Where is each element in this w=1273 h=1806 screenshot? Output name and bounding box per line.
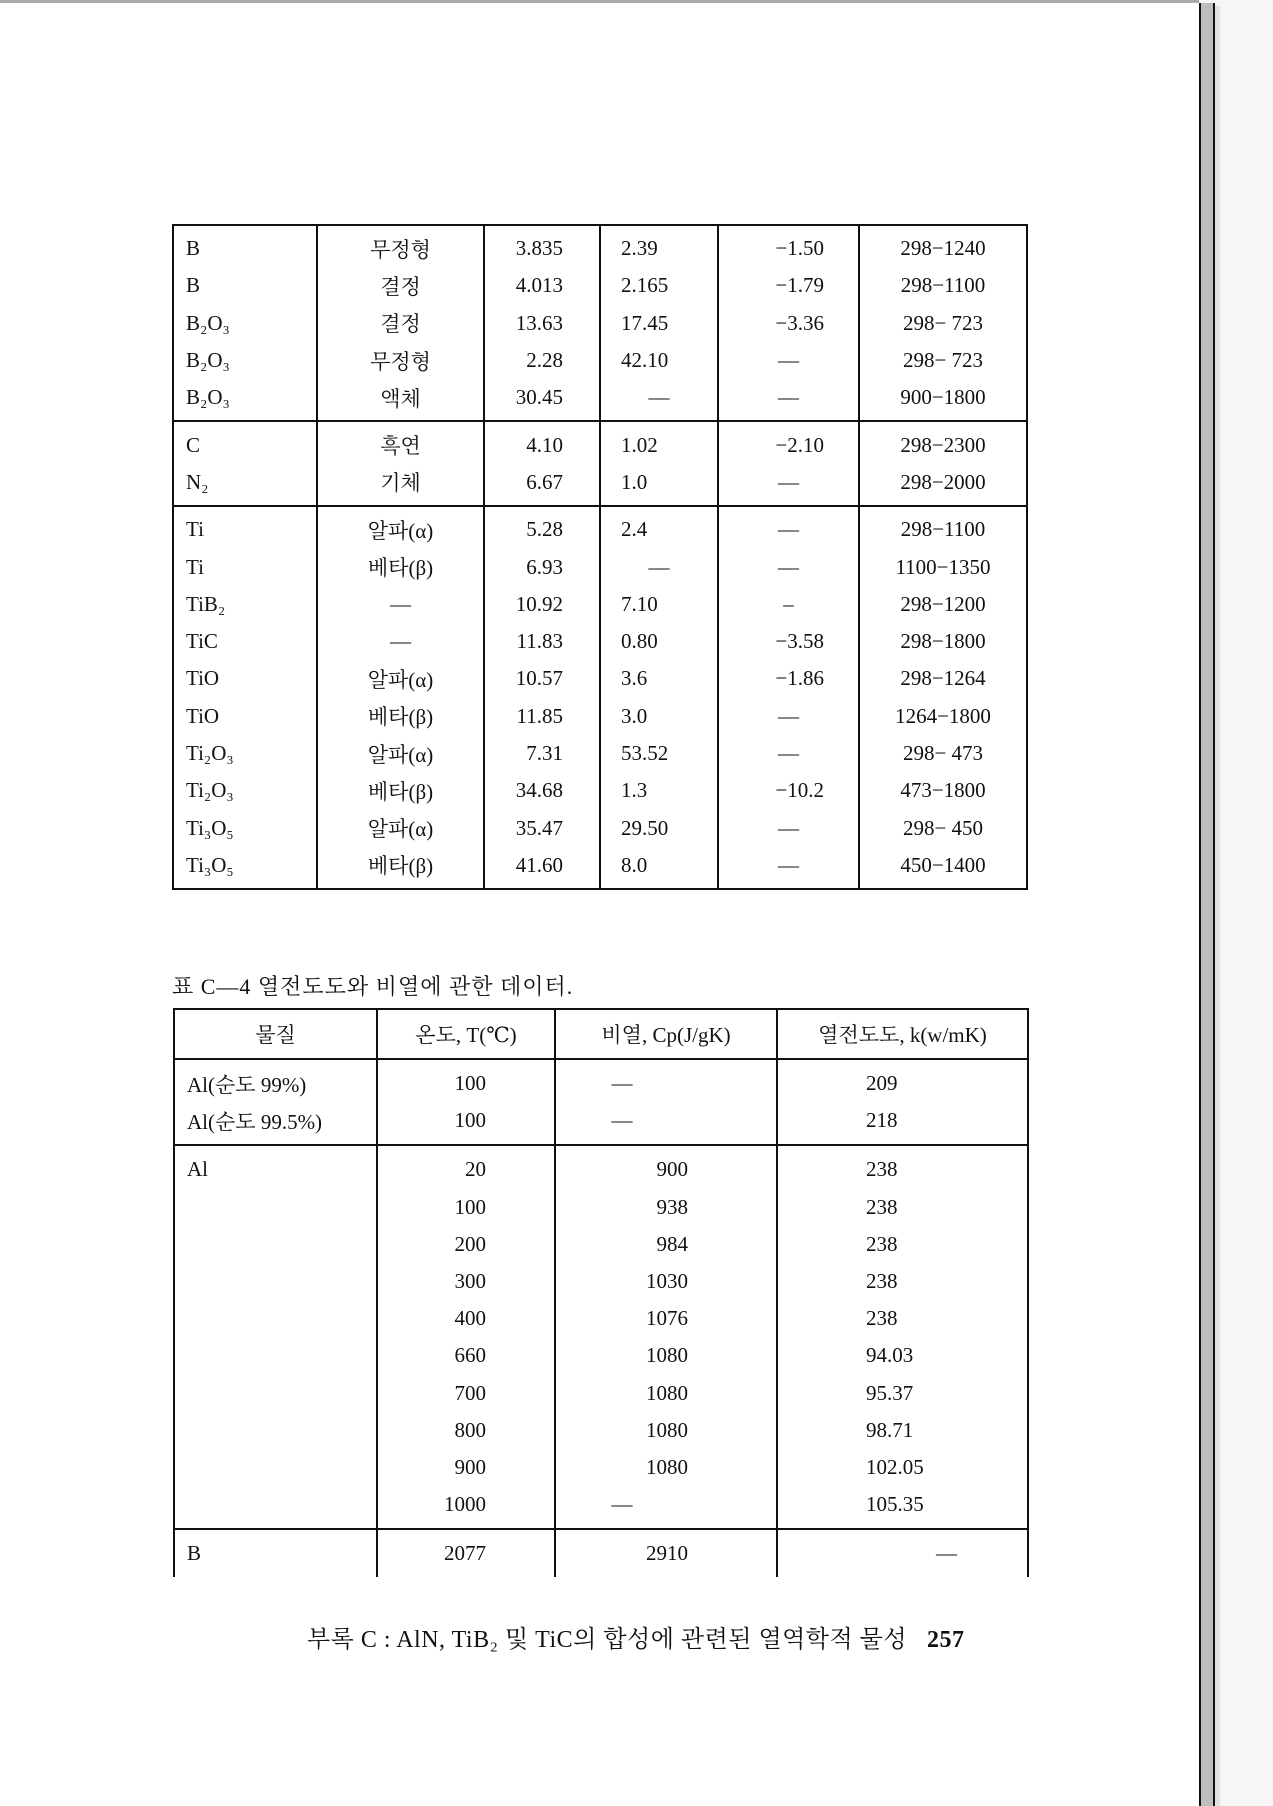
- table-cell: 1076: [555, 1300, 777, 1337]
- table-cell: —: [718, 735, 859, 772]
- table-cell: —: [718, 847, 859, 889]
- table-cell: 8.0: [600, 847, 718, 889]
- table-row: [173, 464, 1027, 506]
- table-cell: −2.10: [718, 421, 859, 463]
- table-row: [173, 772, 1027, 809]
- table-cell: 450−1400: [859, 847, 1027, 889]
- thermo-property-table: [172, 224, 1028, 890]
- table-cell: B₂O₃: [173, 305, 317, 342]
- table-cell: 209: [777, 1059, 1028, 1102]
- table-cell: 11.83: [484, 623, 600, 660]
- table-cell: −1.86: [718, 660, 859, 697]
- table-cell: 298−1100: [859, 267, 1027, 304]
- table-cell: B: [173, 225, 317, 267]
- table-cell: 10.57: [484, 660, 600, 697]
- table-cell: 53.52: [600, 735, 718, 772]
- table-cell: 298− 450: [859, 809, 1027, 846]
- table-cell: Ti: [173, 548, 317, 585]
- table-cell: −3.36: [718, 305, 859, 342]
- table-row: [173, 623, 1027, 660]
- table-cell: 1080: [555, 1412, 777, 1449]
- table-cell: 2.165: [600, 267, 718, 304]
- table-cell: Ti₃O₅: [173, 809, 317, 846]
- table-cell: —: [555, 1486, 777, 1529]
- table-caption: 표 C—4 열전도도와 비열에 관한 데이터.: [172, 974, 574, 999]
- table-row: [174, 1529, 1028, 1577]
- table-cell: [174, 1412, 377, 1449]
- table-cell: 900: [377, 1449, 555, 1486]
- table-row: [173, 305, 1027, 342]
- table-cell: 10.92: [484, 586, 600, 623]
- page-edge-shadow: [1215, 6, 1220, 1806]
- row-group: [174, 1145, 1028, 1529]
- table-cell: −10.2: [718, 772, 859, 809]
- page-number: 257: [927, 1627, 965, 1653]
- table-cell: 흑연: [317, 421, 484, 463]
- table-cell: 6.93: [484, 548, 600, 585]
- table-cell: 5.28: [484, 506, 600, 548]
- table-cell: 34.68: [484, 772, 600, 809]
- table-cell: N₂: [173, 464, 317, 506]
- thermal-conductivity-table: [173, 1008, 1029, 1577]
- table-cell: 0.80: [600, 623, 718, 660]
- table-cell: 무정형: [317, 342, 484, 379]
- table-cell: 1.0: [600, 464, 718, 506]
- table-cell: 3.6: [600, 660, 718, 697]
- table-cell: [174, 1226, 377, 1263]
- table-cell: —: [317, 623, 484, 660]
- table-cell: —: [600, 379, 718, 421]
- table-cell: —: [718, 379, 859, 421]
- table-row: [173, 698, 1027, 735]
- table-cell: [174, 1449, 377, 1486]
- table-cell: 알파(α): [317, 735, 484, 772]
- table-row: [174, 1337, 1028, 1374]
- table-cell: 1264−1800: [859, 698, 1027, 735]
- table-row: [173, 342, 1027, 379]
- table-cell: 1.3: [600, 772, 718, 809]
- table-cell: 42.10: [600, 342, 718, 379]
- table-cell: —: [600, 548, 718, 585]
- table-cell: 1080: [555, 1449, 777, 1486]
- table-cell: —: [718, 342, 859, 379]
- table-cell: 알파(α): [317, 660, 484, 697]
- table-cell: 1080: [555, 1375, 777, 1412]
- table-cell: 4.013: [484, 267, 600, 304]
- table-cell: 200: [377, 1226, 555, 1263]
- table-cell: Al: [174, 1145, 377, 1188]
- table-cell: 400: [377, 1300, 555, 1337]
- table-cell: 238: [777, 1145, 1028, 1188]
- table-cell: 2910: [555, 1529, 777, 1577]
- table-cell: 2.4: [600, 506, 718, 548]
- table-cell: 4.10: [484, 421, 600, 463]
- table-row: [173, 225, 1027, 267]
- table-cell: C: [173, 421, 317, 463]
- table-cell: Al(순도 99%): [174, 1059, 377, 1102]
- row-group: [174, 1059, 1028, 1145]
- table-cell: —: [718, 698, 859, 735]
- table-row: [174, 1145, 1028, 1188]
- table-cell: 1030: [555, 1263, 777, 1300]
- table-cell: −1.79: [718, 267, 859, 304]
- table-cell: 20: [377, 1145, 555, 1188]
- table-cell: —: [317, 586, 484, 623]
- row-group: [173, 506, 1027, 889]
- table-cell: 700: [377, 1375, 555, 1412]
- header-material: 물질: [174, 1009, 377, 1059]
- table-row: [173, 586, 1027, 623]
- table-cell: 95.37: [777, 1375, 1028, 1412]
- table-cell: Ti₃O₅: [173, 847, 317, 889]
- table-cell: 238: [777, 1263, 1028, 1300]
- table-cell: 298−1800: [859, 623, 1027, 660]
- table-cell: B: [173, 267, 317, 304]
- table-row: [173, 506, 1027, 548]
- table-cell: 29.50: [600, 809, 718, 846]
- table-cell: 298−1264: [859, 660, 1027, 697]
- table-row: [173, 735, 1027, 772]
- table-cell: 17.45: [600, 305, 718, 342]
- page-edge: [1199, 3, 1215, 1806]
- table-cell: 7.31: [484, 735, 600, 772]
- table-cell: —: [718, 809, 859, 846]
- table-cell: 938: [555, 1189, 777, 1226]
- table-cell: 알파(α): [317, 506, 484, 548]
- table-cell: 35.47: [484, 809, 600, 846]
- table-cell: B: [174, 1529, 377, 1577]
- table-cell: [174, 1189, 377, 1226]
- table-cell: 298−2000: [859, 464, 1027, 506]
- table-row: [173, 660, 1027, 697]
- table-row: [174, 1189, 1028, 1226]
- table-cell: 1000: [377, 1486, 555, 1529]
- header-specific-heat: 비열, Cp(J/gK): [555, 1009, 777, 1059]
- table-cell: 2.39: [600, 225, 718, 267]
- row-group: [173, 225, 1027, 421]
- table-cell: TiC: [173, 623, 317, 660]
- table-cell: 무정형: [317, 225, 484, 267]
- table-row: [173, 379, 1027, 421]
- table-row: [174, 1059, 1028, 1102]
- table-row: [173, 548, 1027, 585]
- table-cell: 105.35: [777, 1486, 1028, 1529]
- table-cell: [174, 1337, 377, 1374]
- table-cell: 베타(β): [317, 772, 484, 809]
- table-cell: −1.50: [718, 225, 859, 267]
- table-cell: Al(순도 99.5%): [174, 1102, 377, 1145]
- table-cell: 660: [377, 1337, 555, 1374]
- table-cell: 1080: [555, 1337, 777, 1374]
- table-cell: 900: [555, 1145, 777, 1188]
- table-cell: 100: [377, 1102, 555, 1145]
- table-cell: [174, 1486, 377, 1529]
- table-cell: 기체: [317, 464, 484, 506]
- table-cell: 800: [377, 1412, 555, 1449]
- table-cell: —: [718, 464, 859, 506]
- table-cell: 알파(α): [317, 809, 484, 846]
- table-row: [174, 1375, 1028, 1412]
- table-cell: 액체: [317, 379, 484, 421]
- table-cell: 베타(β): [317, 847, 484, 889]
- table-cell: —: [555, 1059, 777, 1102]
- table-cell: 298− 473: [859, 735, 1027, 772]
- table-cell: —: [718, 506, 859, 548]
- header-thermal-conductivity: 열전도도, k(w/mK): [777, 1009, 1028, 1059]
- table-row: [174, 1300, 1028, 1337]
- header-temperature: 온도, T(℃): [377, 1009, 555, 1059]
- table-cell: 3.835: [484, 225, 600, 267]
- running-title: 부록 C : AlN, TiB₂ 및 TiC의 합성에 관련된 열역학적 물성: [307, 1627, 908, 1653]
- table-cell: 결정: [317, 305, 484, 342]
- table-cell: B₂O₃: [173, 342, 317, 379]
- table-cell: TiO: [173, 660, 317, 697]
- table-cell: 41.60: [484, 847, 600, 889]
- table-cell: 984: [555, 1226, 777, 1263]
- table-cell: 298− 723: [859, 342, 1027, 379]
- table-cell: 473−1800: [859, 772, 1027, 809]
- table-cell: 3.0: [600, 698, 718, 735]
- table-cell: 238: [777, 1226, 1028, 1263]
- table-cell: –: [718, 586, 859, 623]
- table-cell: 100: [377, 1059, 555, 1102]
- table-row: [173, 809, 1027, 846]
- table-cell: 30.45: [484, 379, 600, 421]
- table-cell: Ti₂O₃: [173, 772, 317, 809]
- row-group: [174, 1529, 1028, 1577]
- table-cell: 98.71: [777, 1412, 1028, 1449]
- table-row: [173, 847, 1027, 889]
- table-cell: 238: [777, 1300, 1028, 1337]
- table-cell: 300: [377, 1263, 555, 1300]
- table-cell: B₂O₃: [173, 379, 317, 421]
- table-cell: 94.03: [777, 1337, 1028, 1374]
- table-cell: —: [777, 1529, 1028, 1577]
- table-row: [174, 1226, 1028, 1263]
- table-cell: [174, 1263, 377, 1300]
- table-cell: 298− 723: [859, 305, 1027, 342]
- table-cell: 결정: [317, 267, 484, 304]
- table-cell: —: [718, 548, 859, 585]
- page-footer: [307, 1619, 965, 1654]
- row-group: [173, 421, 1027, 506]
- table-cell: 베타(β): [317, 548, 484, 585]
- table-row: [173, 267, 1027, 304]
- table-cell: 11.85: [484, 698, 600, 735]
- table-cell: —: [555, 1102, 777, 1145]
- table-header-row: [174, 1009, 1028, 1059]
- table-cell: 2.28: [484, 342, 600, 379]
- table-cell: 298−1200: [859, 586, 1027, 623]
- table-cell: TiB₂: [173, 586, 317, 623]
- table-cell: 1100−1350: [859, 548, 1027, 585]
- table-cell: 298−2300: [859, 421, 1027, 463]
- table-cell: Ti: [173, 506, 317, 548]
- table-cell: 298−1240: [859, 225, 1027, 267]
- table-cell: 2077: [377, 1529, 555, 1577]
- table-cell: −3.58: [718, 623, 859, 660]
- table-cell: [174, 1375, 377, 1412]
- table-cell: 102.05: [777, 1449, 1028, 1486]
- table-row: [174, 1102, 1028, 1145]
- table-cell: [174, 1300, 377, 1337]
- table-cell: 900−1800: [859, 379, 1027, 421]
- table-cell: 218: [777, 1102, 1028, 1145]
- table-cell: 6.67: [484, 464, 600, 506]
- table-row: [174, 1412, 1028, 1449]
- table-cell: 7.10: [600, 586, 718, 623]
- table-row: [174, 1263, 1028, 1300]
- table-cell: TiO: [173, 698, 317, 735]
- table-row: [173, 421, 1027, 463]
- table-cell: 베타(β): [317, 698, 484, 735]
- table-cell: 100: [377, 1189, 555, 1226]
- table-row: [174, 1449, 1028, 1486]
- table-cell: Ti₂O₃: [173, 735, 317, 772]
- table-cell: 13.63: [484, 305, 600, 342]
- table-cell: 1.02: [600, 421, 718, 463]
- table-row: [174, 1486, 1028, 1529]
- table-cell: 238: [777, 1189, 1028, 1226]
- table-cell: 298−1100: [859, 506, 1027, 548]
